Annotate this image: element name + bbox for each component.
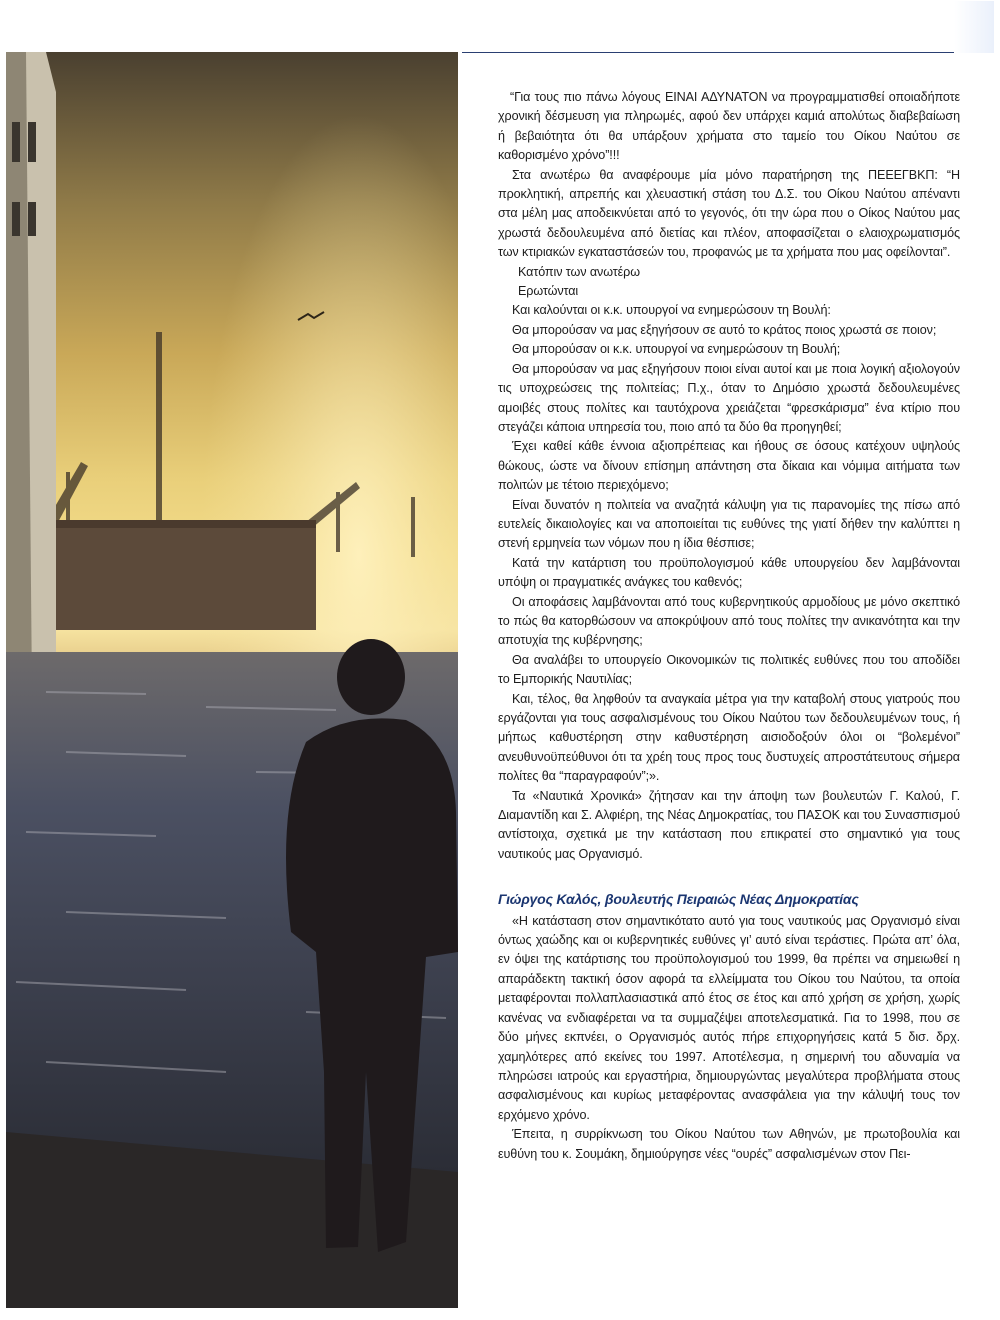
paragraph: “Για τους πιο πάνω λόγους ΕΙΝΑΙ ΑΔΥΝΑΤΟΝ να προγραμματισθεί οποιαδήποτε χρονική δέσμευση για πληρωμές, αφού δεν υπάρχει καμιά απολύτως διαβεβαίωση ή βεβαιότητα ότι θα υπάρξουν χρήματα στο ταμείο του Οίκου Ναύτου σε καθορισμένο χρόνο”!!! [498, 90, 960, 163]
paragraph: Έπειτα, η συρρίκνωση του Οίκου Ναύτου των Αθηνών, με πρωτοβουλία και ευθύνη του κ. Σουμάκη, δημιούργησε νέες “ουρές” ασφαλισμένων στον Πει- [498, 1127, 960, 1161]
paragraph: Οι αποφάσεις λαμβάνονται από τους κυβερνητικούς αρμοδίους με μόνο σκεπτικό το πώς θα κατορθώσουν να αποκρύψουν από τους πολίτες την ανικανότητα και την αποτυχία της κυβέρνησης; [498, 594, 960, 648]
header-rule [462, 52, 994, 63]
paragraph: Και, τέλος, θα ληφθούν τα αναγκαία μέτρα για την καταβολή στους γιατρούς που εργάζονται για τους ασφαλισμένους του Οίκου Ναύτου των δεδουλευμένων τους, ή μήπως καθυστέρηση στην καθυστέρηση αισιοδοξούν όλοι οι “βολεμένοι” ανευθυνοϋπεύθυνοι ότι τα χρέη τους προς τους δυστυχείς απροστάτευτους σήμερα πολίτες θα “παραγραφούν”;». [498, 691, 960, 784]
harbor-illustration [6, 52, 458, 1308]
paragraph: Θα αναλάβει το υπουργείο Οικονομικών τις πολιτικές ευθύνες που του αποδίδει το Εμπορικής Ναυτιλίας; [498, 652, 960, 687]
paragraph: Κατόπιν των ανωτέρω [518, 264, 640, 279]
paragraph: Και καλούνται οι κ.κ. υπουργοί να ενημερώσουν τη Βουλή: [512, 303, 831, 318]
paragraph: Είναι δυνατόν η πολιτεία να αναζητά κάλυψη για τις παρανομίες της πίσω από ευτελείς δικαιολογίες και να αποποιείται τις ευθύνες της γιατί δήθεν την καλύπτει η στενή ερμηνεία των νόμων που η ίδια θέσπισε; [498, 497, 960, 551]
warehouse-roof [56, 520, 316, 528]
paragraph: Θα μπορούσαν να μας εξηγήσουν σε αυτό το κράτος ποιος χρωστά σε ποιον; [512, 322, 937, 337]
paragraph: Τα «Ναυτικά Χρονικά» ζήτησαν και την άποψη των βουλευτών Γ. Καλού, Γ. Διαμαντίδη και Σ. Αλφιέρη, της Νέας Δημοκρατίας, του ΠΑΣΟΚ και του Συνασπισμού αντίστοιχα, σχετικά με την κατάσταση που επικρατεί στο σημαντικό για τους ναυτικούς μας Οργανισμό. [498, 788, 960, 861]
section-subheading: Γιώργος Καλός, βουλευτής Πειραιώς Νέας Δημοκρατίας [498, 891, 859, 908]
paragraph: Θα μπορούσαν οι κ.κ. υπουργοί να ενημερώσουν τη Βουλή; [512, 342, 841, 357]
paragraph: Στα ανωτέρω θα αναφέρουμε μία μόνο παρατήρηση της ΠΕΕΕΓΒΚΠ: “Η προκλητική, απρεπής και χλευαστική στάση του Δ.Σ. του Οίκου Ναύτου απέναντι στα μέλη μας αποδεικνύεται από το γεγονός, ότι την ώρα που ο Οίκος Ναύτου μας χρωστά δεδουλευμένα από διετίας και πλέον, αποφασίζεται ο ελαιοχρωματισμός των κτιριακών εγκαταστάσεών του, προφανώς με τα χρήματα που μας οφείλονται”. [498, 167, 960, 260]
sunset-harbor-photo [6, 52, 458, 1308]
paragraph: Ερωτώνται [518, 284, 579, 299]
paragraph: «Η κατάσταση στον σημαντικότατο αυτό για τους ναυτικούς μας Οργανισμό είναι όντως χαώδης και οι κυβερνητικές ευθύνες γι’ αυτό είναι τεράστιες. Πρώτα απ’ όλα, εν όψει της κατάρτισης του προϋπολογισμού του 1999, θα πρέπει να σημειωθεί η απαράδεκτη τακτική όσον αφορά τα ελλείμματα του Οίκου του Ναύτου, τα οποία μεταφέρονται πολλαπλασιαστικά από έτος σε έτος και από χρήση σε χρήση, χωρίς κανένας να ενδιαφέρεται να τα συμμαζέψει αποτελεσματικά. Για το 1998, που σε δύο μήνες εκπνέει, ο Οργανισμός αυτός πήρε επιχορηγήσεις κατά 5 δισ. δρχ. χαμηλότερες από εκείνες του 1997. Αποτέλεσμα, η σημερινή του αδυναμία να πληρώσει ιατρούς και εργαστήρια, δημιουργώντας μεγαλύτερα προβλήματα στους ασφαλισμένους και κυρίως μεταφέροντας ανασφάλεια για την κάλυψή τους τον ερχόμενο χρόνο. [498, 913, 960, 1122]
warehouse [56, 520, 316, 630]
paragraph: Κατά την κατάρτιση του προϋπολογισμού κάθε υπουργείου δεν λαμβάνονται υπόψη οι πραγματικές ανάγκες του καθενός; [498, 555, 960, 590]
article-column [498, 88, 960, 1308]
paragraph: Θα μπορούσαν να μας εξηγήσουν ποιοι είναι αυτοί και με ποια λογική αξιολογούν τις υποχρεώσεις της πολιτείας; Π.χ., όταν το Δημόσιο χρωστά δεδουλευμένες αμοιβές στους πολίτες και ταυτόχρονα χρειάζεται “φρεσκάρισμα” ένα κτίριο που στεγάζει κάποια υπηρεσία του, ποιο από τα δύο θα προηγηθεί; [498, 361, 960, 434]
paragraph: Έχει καθεί κάθε έννοια αξιοπρέπειας και ήθους σε όσους κατέχουν υψηλούς θώκους, ώστε να δίνουν επίσημη απάντηση στα δίκαια και νόμιμα αιτήματα των πολιτών με τέτοιο περιεχόμενο; [498, 439, 960, 493]
